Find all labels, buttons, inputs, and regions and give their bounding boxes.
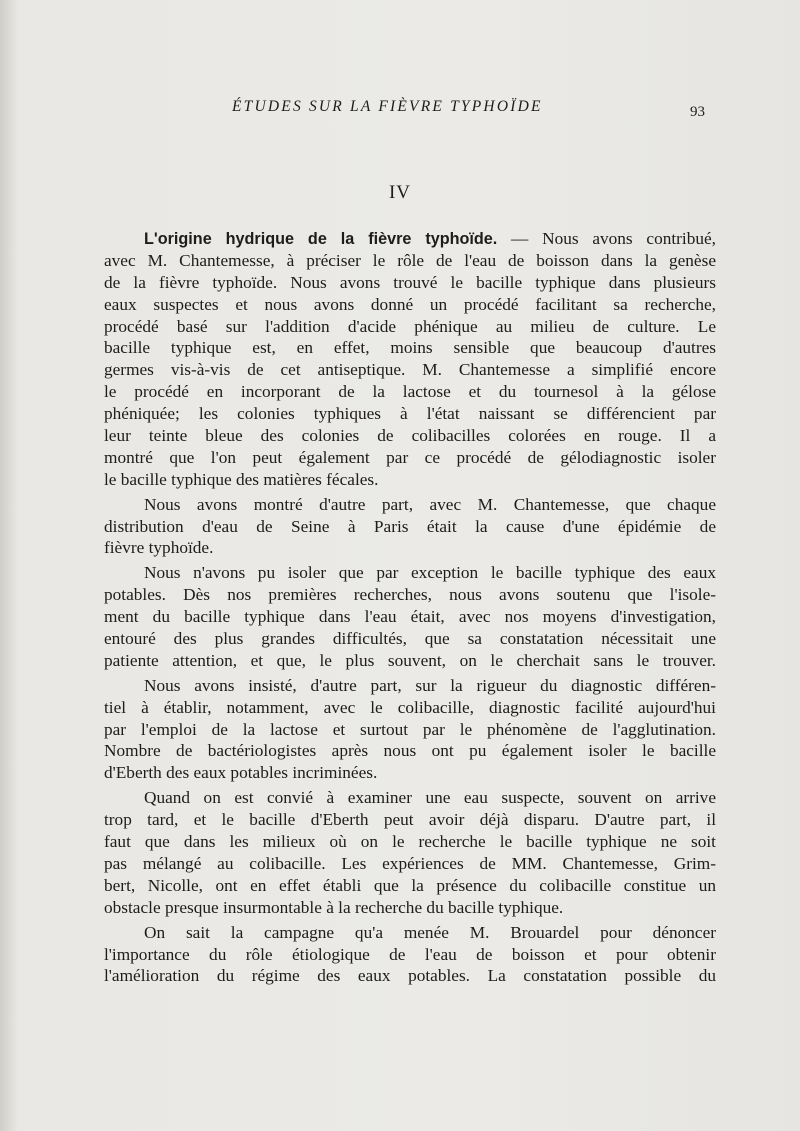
text-line: obstacle presque insurmontable à la recherche du bacille typhique. xyxy=(104,897,564,917)
text-line: fièvre typhoïde. xyxy=(104,538,214,558)
body-text xyxy=(104,228,716,990)
text-line: Quand on est convié à examiner une eau suspecte, souvent on arrive xyxy=(144,788,716,808)
text-line: leur teinte bleue des colonies de colibacilles colorées en rouge. Il a xyxy=(104,426,716,446)
chapter-number: IV xyxy=(388,182,412,203)
text-line: Nous avons insisté, d'autre part, sur la rigueur du diagnostic différen- xyxy=(144,675,716,695)
running-head xyxy=(0,98,800,128)
text-line: montré que l'on peut également par ce procédé de gélodiagnostic isoler xyxy=(104,447,716,467)
section-heading: L'origine hydrique de la fièvre typhoïde. xyxy=(144,230,498,248)
text-line: Nous avons montré d'autre part, avec M. Chantemesse, que chaque xyxy=(144,494,716,514)
text-line: l'importance du rôle étiologique de l'eau de boisson et pour obtenir xyxy=(104,944,716,964)
text-line: phéniquée; les colonies typhiques à l'état naissant se différencient par xyxy=(104,404,716,424)
text-line: l'amélioration du régime des eaux potables. La constatation possible du xyxy=(104,966,716,986)
text-line: par l'emploi de la lactose et surtout par le phénomène de l'agglutination. xyxy=(104,719,716,739)
text-line: trop tard, et le bacille d'Eberth peut avoir déjà disparu. D'autre part, il xyxy=(104,810,716,830)
text-line: bacille typhique est, en effet, moins sensible que beaucoup d'autres xyxy=(104,338,716,358)
text-line: pas mélangé au colibacille. Les expériences de MM. Chantemesse, Grim- xyxy=(104,853,716,873)
running-title: ÉTUDES SUR LA FIÈVRE TYPHOÏDE xyxy=(232,98,543,115)
text-line: procédé basé sur l'addition d'acide phénique au milieu de culture. Le xyxy=(104,316,716,336)
text-line: tiel à établir, notamment, avec le colibacille, diagnostic facilité aujourd'hui xyxy=(104,697,716,717)
text-line: potables. Dès nos premières recherches, nous avons soutenu que l'isole- xyxy=(104,585,716,605)
text-line: Nombre de bactériologistes après nous ont pu également isoler le bacille xyxy=(104,741,716,761)
text-line: ment du bacille typhique dans l'eau était, avec nos moyens d'investigation, xyxy=(104,607,716,627)
paragraph xyxy=(104,494,716,560)
text-line: L'origine hydrique de la fièvre typhoïde. — Nous avons contribué, xyxy=(144,229,716,248)
text-line: distribution d'eau de Seine à Paris était la cause d'une épidémie de xyxy=(104,516,716,536)
text-line: d'Eberth des eaux potables incriminées. xyxy=(104,763,378,783)
paragraph xyxy=(104,562,716,671)
paragraph xyxy=(104,675,716,784)
paragraph xyxy=(104,922,716,988)
paragraph xyxy=(104,228,716,491)
text-line: faut que dans les milieux où on le recherche le bacille typhique ne soit xyxy=(104,832,716,852)
text-line: eaux suspectes et nous avons donné un procédé facilitant sa recherche, xyxy=(104,294,716,314)
text-line: de la fièvre typhoïde. Nous avons trouvé le bacille typhique dans plusieurs xyxy=(104,272,716,292)
text-line: germes vis-à-vis de cet antiseptique. M. Chantemesse a simplifié encore xyxy=(104,360,716,380)
text-line: avec M. Chantemesse, à préciser le rôle de l'eau de boisson dans la genèse xyxy=(104,250,716,270)
text-line: le bacille typhique des matières fécales. xyxy=(104,469,379,489)
text-line: On sait la campagne qu'a menée M. Brouardel pour dénoncer xyxy=(144,922,716,942)
text-line: entouré des plus grandes difficultés, que sa constatation nécessitait une xyxy=(104,629,716,649)
page-number: 93 xyxy=(690,104,705,120)
text-line: le procédé en incorporant de la lactose et du tournesol à la gélose xyxy=(104,382,716,402)
paragraph xyxy=(104,787,716,918)
text-line: bert, Nicolle, ont en effet établi que la présence du colibacille constitue un xyxy=(104,875,716,895)
text-line: Nous n'avons pu isoler que par exception le bacille typhique des eaux xyxy=(144,563,716,583)
text-line: patiente attention, et que, le plus souvent, on le cherchait sans le trouver. xyxy=(104,650,716,670)
